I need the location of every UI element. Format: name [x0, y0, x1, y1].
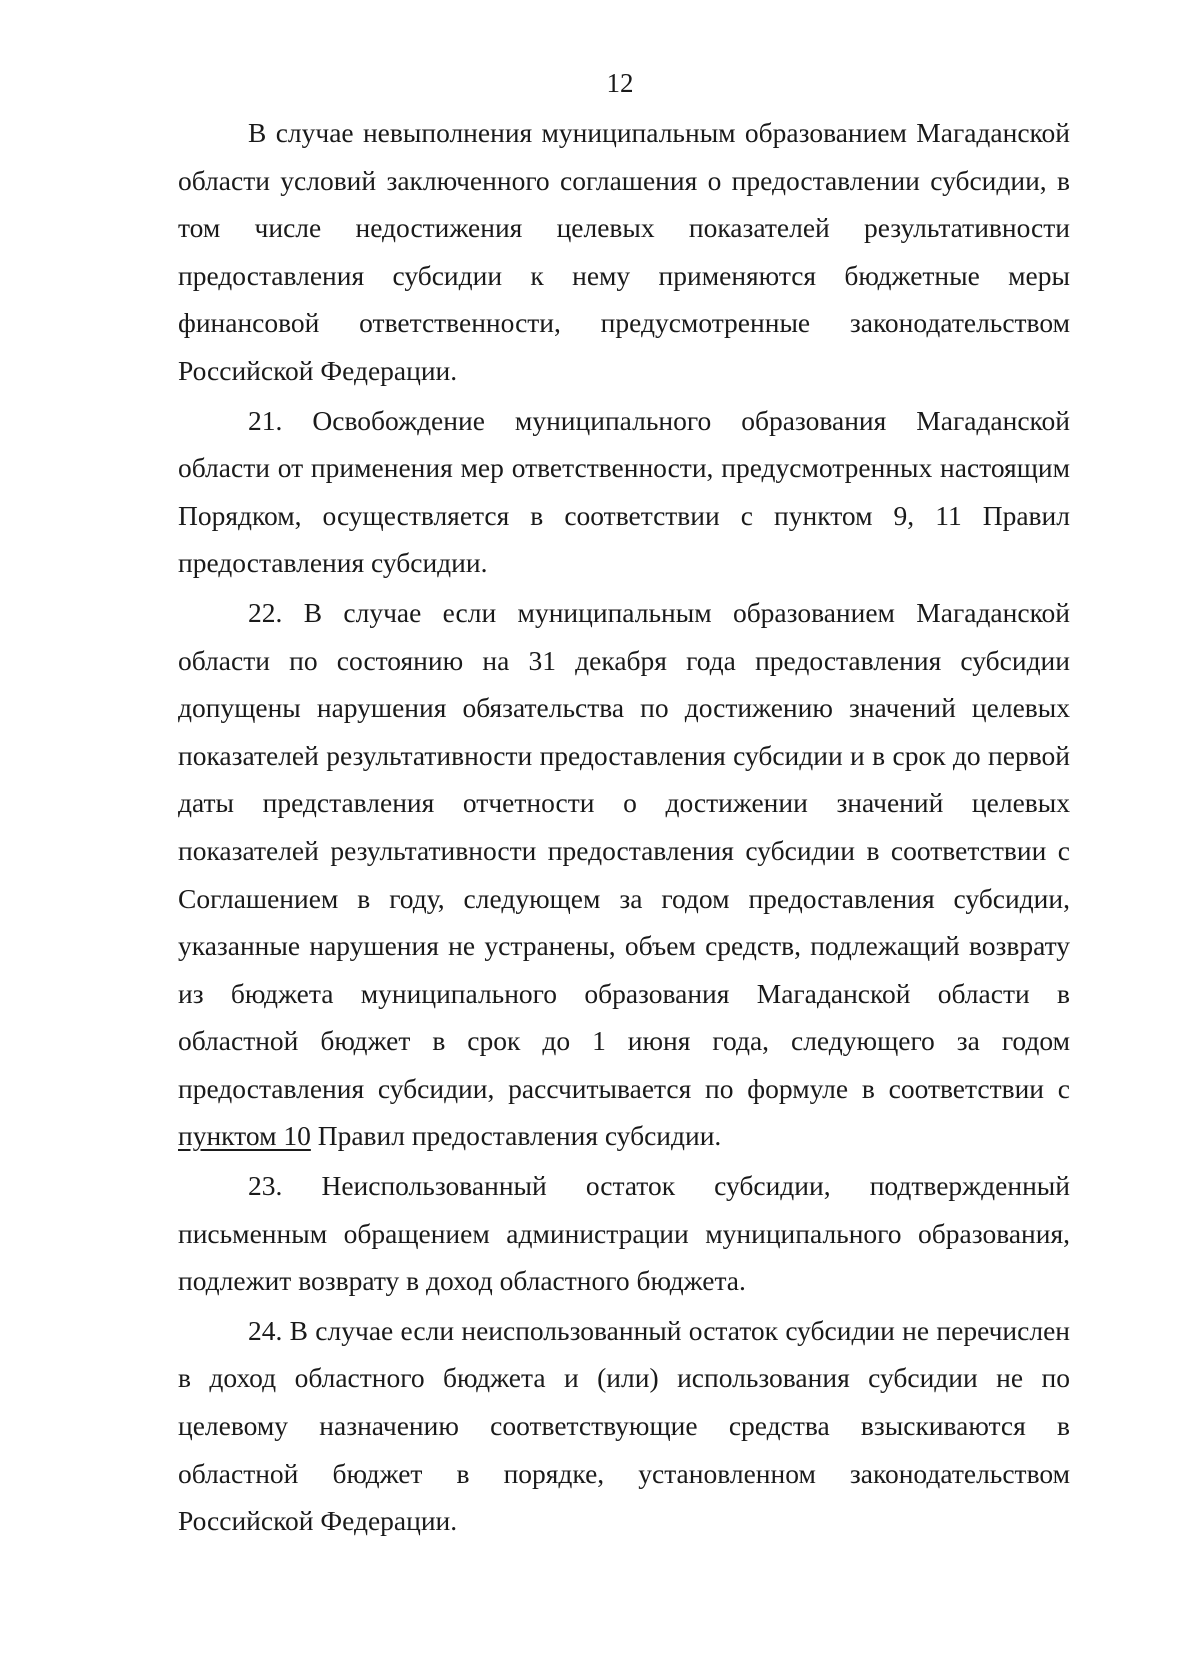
paragraph-22: [178, 589, 1070, 1160]
paragraph-22-text: 22. В случае если муниципальным образованием Магаданской области по состоянию на 31 декабря года предоставления субсидии допущены нарушения обязательства по достижению значений целевых показателей результативности предоставления субсидии и в срок до первой даты представления отчетности о достижении значений целевых показателей результативности предоставления субсидии в соответствии с Соглашением в году, следующем за годом предоставления субсидии, указанные нарушения не устранены, объем средств, подлежащий возврату из бюджета муниципального образования Магаданской области в областной бюджет в срок до 1 июня года, следующего за годом предоставления субсидии, рассчитывается по формуле в соответствии с: [178, 596, 1070, 1104]
point-10-link[interactable]: пунктом 10: [178, 1120, 311, 1152]
document-body: [178, 109, 1070, 1545]
paragraph-21: 21. Освобождение муниципального образования Магаданской области от применения мер ответственности, предусмотренных настоящим Порядком, осуществляется в соответствии с пунктом 9, 11 Правил предоставления субсидии.: [178, 404, 1070, 579]
paragraph-24: 24. В случае если неиспользованный остаток субсидии не перечислен в доход областного бюджета и (или) использования субсидии не по целевому назначению соответствующие средства взыскиваются в областной бюджет в порядке, установленном законодательством Российской Федерации.: [178, 1314, 1070, 1537]
paragraph-22-tail: Правил предоставления субсидии.: [310, 1120, 722, 1152]
paragraph-financial-responsibility: В случае невыполнения муниципальным образованием Магаданской области условий заключенного соглашения о предоставлении субсидии, в том числе недостижения целевых показателей результативности предоставления субсидии к нему применяются бюджетные меры финансовой ответственности, предусмотренные законодательством Российской Федерации.: [178, 117, 1070, 386]
paragraph-23: 23. Неиспользованный остаток субсидии, подтвержденный письменным обращением администрации муниципального образования, подлежит возврату в доход областного бюджета.: [178, 1170, 1070, 1297]
page-number: 12: [606, 68, 634, 98]
